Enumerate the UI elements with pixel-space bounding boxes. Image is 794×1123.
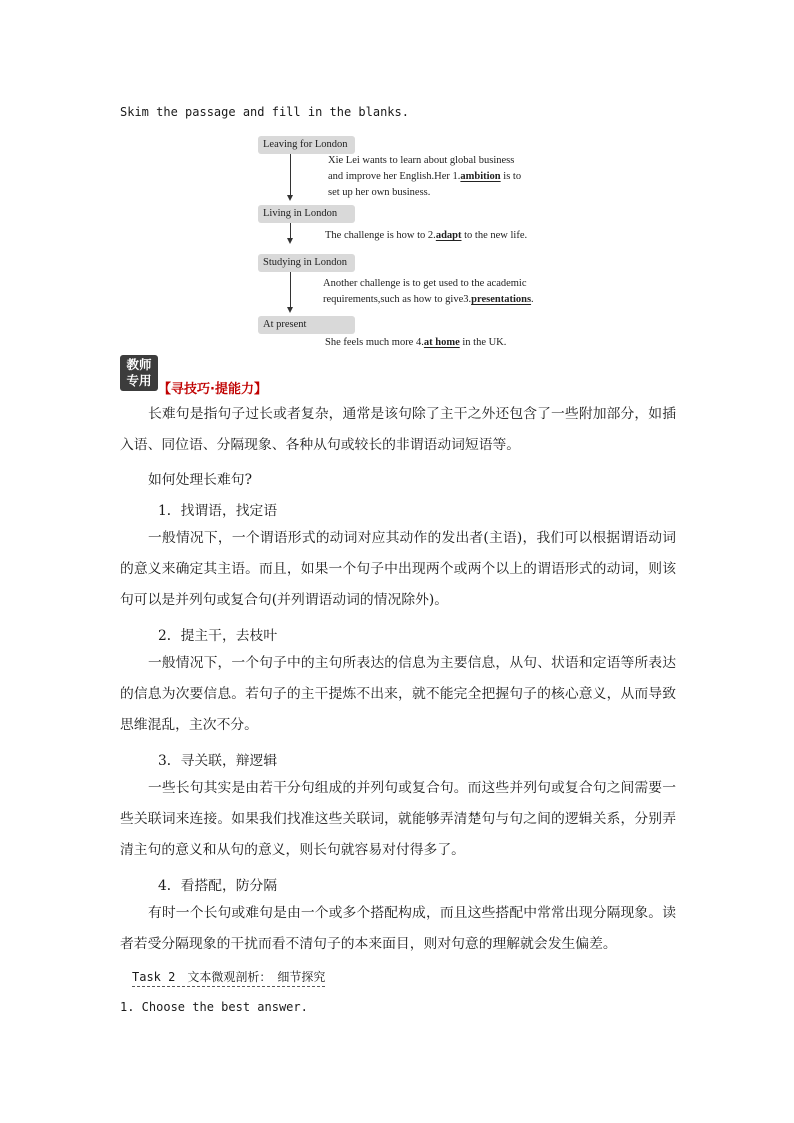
task2-heading: Task 2 文本微观剖析： 细节探究 — [132, 968, 325, 987]
intro-paragraph: 长难句是指句子过长或者复杂，通常是该句除了主干之外还包含了一些附加部分，如插入语、同位语、分隔现象、各种从句或较长的非谓语动词短语等。 — [120, 406, 676, 453]
arrow-line-2 — [290, 223, 291, 239]
arrow-down-icon — [287, 238, 293, 244]
heading-4: 4．看搭配，防分隔 — [158, 878, 278, 894]
stage4-text: She feels much more 4.at home in the UK. — [325, 337, 507, 348]
paragraph-2: 一般情况下，一个句子中的主句所表达的信息为主要信息，从句、状语和定语等所表达的信息为次要信息。若句子的主干提炼不出来，就不能完全把握句子的核心意义，从而导致思维混乱，主次不分。 — [120, 655, 676, 733]
answer-2: adapt — [435, 230, 462, 241]
arrow-line-3 — [290, 272, 291, 308]
question-instruction: 1. Choose the best answer. — [120, 1000, 308, 1014]
arrow-down-icon — [287, 307, 293, 313]
heading-1: 1．找谓语，找定语 — [158, 503, 278, 519]
stage1-text-line1: Xie Lei wants to learn about global business — [328, 155, 515, 166]
skim-instruction: Skim the passage and fill in the blanks. — [120, 105, 409, 119]
stage3-text-line1: Another challenge is to get used to the academic — [323, 278, 527, 289]
answer-4: at home — [423, 337, 460, 348]
badge-line2: 专用 — [126, 373, 152, 388]
paragraph-1: 一般情况下，一个谓语形式的动词对应其动作的发出者(主语)，我们可以根据谓语动词的意义来确定其主语。而且，如果一个句子中出现两个或两个以上的谓语形式的动词，则该句可以是并列句或复合句(并列谓语动词的情况除外)。 — [120, 530, 676, 608]
section-title: 【寻技巧·提能力】 — [158, 382, 267, 397]
stage2-text: The challenge is how to 2.adapt to the new life. — [325, 230, 528, 241]
stage-living: Living in London — [258, 205, 355, 223]
heading-2: 2．提主干，去枝叶 — [158, 628, 278, 644]
arrow-down-icon — [287, 195, 293, 201]
stage-present: At present — [258, 316, 355, 334]
answer-1: ambition — [460, 171, 501, 182]
stage1-text-line2: and improve her English.Her 1.ambition is to — [328, 171, 522, 182]
arrow-line-1 — [290, 154, 291, 196]
stage-leaving: Leaving for London — [258, 136, 355, 154]
teacher-only-badge — [120, 355, 158, 391]
paragraph-4: 有时一个长句或难句是由一个或多个搭配构成，而且这些搭配中常常出现分隔现象。读者若受分隔现象的干扰而看不清句子的本来面目，则对句意的理解就会发生偏差。 — [120, 905, 676, 952]
stage-studying: Studying in London — [258, 254, 355, 272]
paragraph-3: 一些长句其实是由若干分句组成的并列句或复合句。而这些并列句或复合句之间需要一些关联词来连接。如果我们找准这些关联词，就能够弄清楚句与句之间的逻辑关系，分别弄清主句的意义和从句的意义，则长句就容易对付得多了。 — [120, 780, 676, 858]
heading-3: 3．寻关联，辩逻辑 — [158, 753, 278, 769]
stage3-text-line2: requirements,such as how to give3.presentations. — [323, 294, 534, 305]
stage1-text-line3: set up her own business. — [328, 187, 431, 198]
answer-3: presentations — [471, 294, 532, 305]
question-line: 如何处理长难句? — [148, 472, 252, 488]
badge-line1: 教师 — [126, 357, 152, 372]
